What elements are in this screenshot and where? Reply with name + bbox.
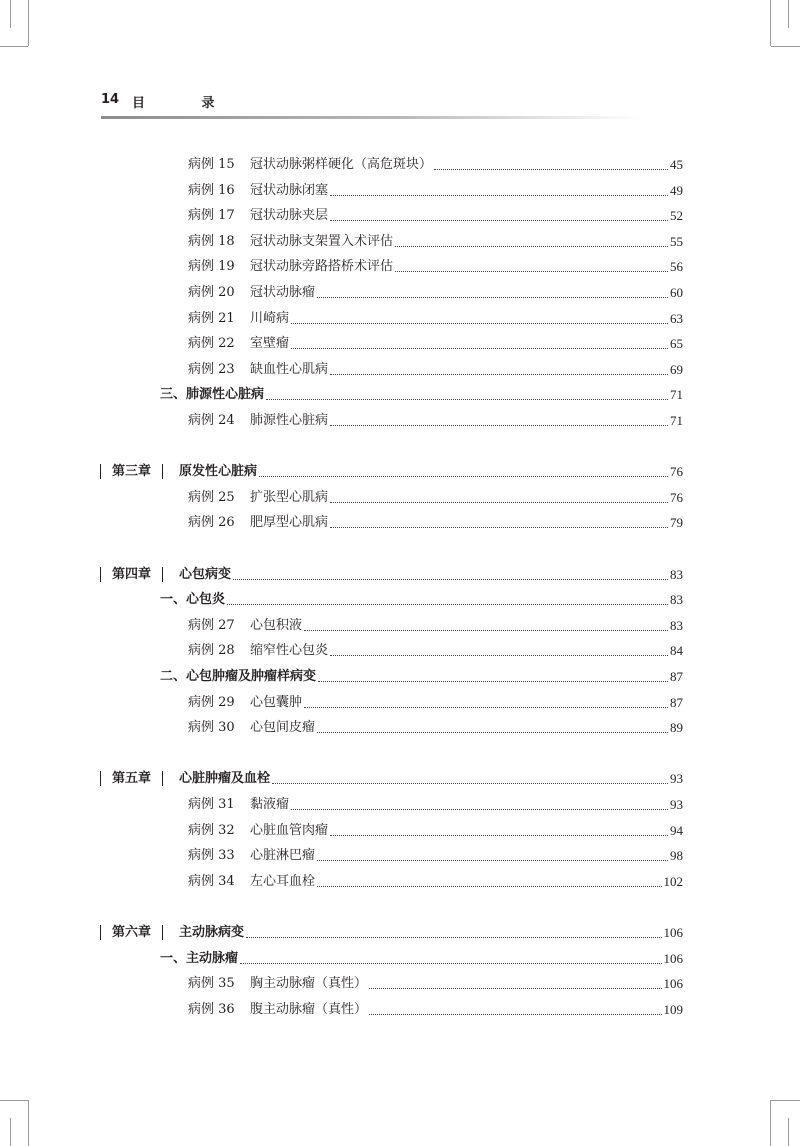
case-title: 心包囊肿	[250, 694, 303, 710]
toc-page-number: 106	[663, 950, 683, 966]
case-title: 缩窄性心包炎	[250, 643, 329, 659]
dot-leader	[227, 604, 668, 605]
dot-leader	[317, 297, 668, 298]
dot-leader	[259, 476, 668, 477]
toc-section-row	[160, 382, 683, 404]
toc-page-number: 49	[670, 182, 683, 198]
case-title: 冠状动脉旁路搭桥术评估	[250, 259, 394, 275]
toc-page-number: 55	[670, 233, 683, 249]
toc-page-number: 79	[670, 515, 683, 531]
toc-page-number: 63	[670, 310, 683, 326]
toc-case-row	[188, 485, 683, 507]
dot-leader	[330, 527, 668, 528]
toc-page-number: 65	[670, 336, 683, 352]
case-title: 肥厚型心肌病	[250, 515, 329, 531]
toc-case-row	[188, 971, 683, 993]
toc-chapter-row	[100, 562, 683, 584]
case-number: 病例 20	[188, 285, 235, 300]
chapter-bar-left	[100, 925, 101, 940]
case-number: 病例 29	[188, 694, 235, 710]
toc-page-number: 98	[670, 848, 683, 864]
toc-case-row	[188, 254, 683, 276]
toc-chapter-row	[100, 920, 683, 942]
chapter-bar-left	[100, 771, 101, 786]
case-title: 心脏淋巴瘤	[250, 848, 316, 864]
case-title: 左心耳血栓	[250, 873, 316, 889]
toc-page-number: 109	[663, 1001, 683, 1017]
case-number: 病例 31	[188, 797, 235, 812]
toc-case-row	[188, 843, 683, 865]
case-title: 川崎病	[250, 310, 290, 326]
case-title: 冠状动脉闭塞	[250, 182, 329, 198]
section-title: 三、肺源性心脏病	[160, 387, 265, 403]
toc-case-row	[188, 690, 683, 712]
toc-case-row	[188, 203, 683, 225]
case-number: 病例 18	[188, 233, 235, 249]
chapter-title: 主动脉病变	[179, 925, 245, 940]
header-title: 目 录	[132, 96, 241, 111]
dot-leader	[330, 195, 668, 196]
chapter-label: 第四章	[112, 566, 152, 582]
toc-page-number: 83	[670, 617, 683, 633]
dot-leader	[330, 425, 668, 426]
dot-leader	[330, 835, 668, 836]
toc-page-number: 60	[670, 285, 683, 300]
dot-leader	[246, 937, 661, 938]
case-title: 心脏血管肉瘤	[250, 822, 329, 838]
chapter-bar-left	[100, 567, 101, 582]
case-title: 冠状动脉粥样硬化（高危斑块）	[250, 157, 433, 172]
dot-leader	[330, 655, 668, 656]
case-number: 病例 28	[188, 643, 235, 659]
dot-leader	[291, 809, 668, 810]
case-number: 病例 30	[188, 720, 235, 736]
section-title: 一、主动脉瘤	[160, 950, 239, 966]
dot-leader	[304, 630, 668, 631]
chapter-bar-right	[162, 567, 163, 582]
case-number: 病例 23	[188, 361, 235, 377]
chapter-bar-right	[162, 771, 163, 786]
section-title: 二、心包肿瘤及肿瘤样病变	[160, 669, 317, 684]
case-title: 肺源性心脏病	[250, 413, 329, 428]
toc-case-row	[188, 306, 683, 328]
toc-case-row	[188, 818, 683, 840]
dot-leader	[291, 323, 668, 324]
dot-leader	[434, 169, 668, 170]
dot-leader	[240, 963, 661, 964]
header-page-number: 14	[101, 92, 120, 107]
toc-case-row	[188, 280, 683, 302]
toc-page-number: 52	[670, 208, 683, 224]
case-number: 病例 24	[188, 413, 235, 428]
dot-leader	[291, 348, 668, 349]
case-number: 病例 36	[188, 1001, 235, 1017]
chapter-label: 第六章	[112, 925, 152, 940]
case-number: 病例 33	[188, 848, 235, 864]
toc-section-row	[160, 664, 683, 686]
toc-case-row	[188, 997, 683, 1019]
dot-leader	[318, 681, 668, 682]
dot-leader	[317, 886, 661, 887]
toc-case-row	[188, 229, 683, 251]
toc-page-number: 83	[670, 592, 683, 608]
dot-leader	[369, 1014, 661, 1015]
toc-page-number: 87	[670, 669, 683, 684]
toc-page-number: 93	[670, 771, 683, 787]
case-title: 冠状动脉夹层	[250, 208, 329, 224]
toc-case-row	[188, 715, 683, 737]
chapter-label: 第五章	[112, 771, 152, 787]
toc-page-number: 71	[670, 413, 683, 428]
dot-leader	[317, 860, 668, 861]
case-title: 心包积液	[250, 617, 303, 633]
dot-leader	[317, 732, 668, 733]
toc-case-row	[188, 510, 683, 532]
dot-leader	[266, 399, 668, 400]
toc-page-number: 84	[670, 643, 683, 659]
toc-case-row	[188, 357, 683, 379]
toc-page-number: 45	[670, 157, 683, 172]
toc-case-row	[188, 638, 683, 660]
chapter-label: 第三章	[112, 464, 152, 480]
dot-leader	[233, 579, 668, 580]
toc-chapter-row	[100, 459, 683, 481]
case-number: 病例 25	[188, 489, 235, 505]
toc-page-number: 76	[670, 489, 683, 505]
case-number: 病例 34	[188, 873, 235, 889]
dot-leader	[330, 220, 668, 221]
chapter-title: 心包病变	[179, 566, 232, 582]
toc-section-row	[160, 946, 683, 968]
toc-page-number: 71	[670, 387, 683, 403]
toc-case-row	[188, 408, 683, 430]
dot-leader	[395, 271, 668, 272]
toc-page-number: 89	[670, 720, 683, 736]
dot-leader	[395, 246, 668, 247]
dot-leader	[330, 374, 668, 375]
toc-case-row	[188, 613, 683, 635]
toc-page-number: 76	[670, 464, 683, 480]
toc-page-number: 102	[663, 873, 683, 889]
toc-page-number: 83	[670, 566, 683, 582]
toc-section-row	[160, 587, 683, 609]
case-title: 黏液瘤	[250, 797, 290, 812]
toc-chapter-row	[100, 766, 683, 788]
dot-leader	[304, 707, 668, 708]
case-number: 病例 26	[188, 515, 235, 531]
toc-page-number: 87	[670, 694, 683, 710]
case-number: 病例 17	[188, 208, 235, 224]
case-title: 缺血性心肌病	[250, 361, 329, 377]
case-number: 病例 32	[188, 822, 235, 838]
toc-page-number: 106	[663, 925, 683, 940]
toc-page-number: 56	[670, 259, 683, 275]
toc-case-row	[188, 869, 683, 891]
section-title: 一、心包炎	[160, 592, 226, 608]
chapter-bar-left	[100, 464, 101, 479]
case-number: 病例 27	[188, 617, 235, 633]
toc-case-row	[188, 331, 683, 353]
case-title: 胸主动脉瘤（真性）	[250, 976, 368, 992]
case-number: 病例 15	[188, 157, 235, 172]
toc-page-number: 106	[663, 976, 683, 992]
toc-case-row	[188, 178, 683, 200]
case-title: 冠状动脉瘤	[250, 285, 316, 300]
toc-case-row	[188, 792, 683, 814]
toc-case-row	[188, 152, 683, 174]
chapter-bar-right	[162, 925, 163, 940]
case-title: 腹主动脉瘤（真性）	[250, 1001, 368, 1017]
case-title: 扩张型心肌病	[250, 489, 329, 505]
case-title: 冠状动脉支架置入术评估	[250, 233, 394, 249]
toc-page-number: 93	[670, 797, 683, 812]
dot-leader	[330, 502, 668, 503]
case-number: 病例 19	[188, 259, 235, 275]
case-number: 病例 21	[188, 310, 235, 326]
case-number: 病例 22	[188, 336, 235, 352]
case-number: 病例 16	[188, 182, 235, 198]
chapter-bar-right	[162, 464, 163, 479]
case-number: 病例 35	[188, 976, 235, 992]
chapter-title: 原发性心脏病	[179, 464, 258, 480]
dot-leader	[272, 783, 668, 784]
case-title: 心包间皮瘤	[250, 720, 316, 736]
chapter-title: 心脏肿瘤及血栓	[179, 771, 271, 787]
toc-page-number: 69	[670, 361, 683, 377]
dot-leader	[369, 988, 661, 989]
case-title: 室壁瘤	[250, 336, 290, 352]
toc-page-number: 94	[670, 822, 683, 838]
